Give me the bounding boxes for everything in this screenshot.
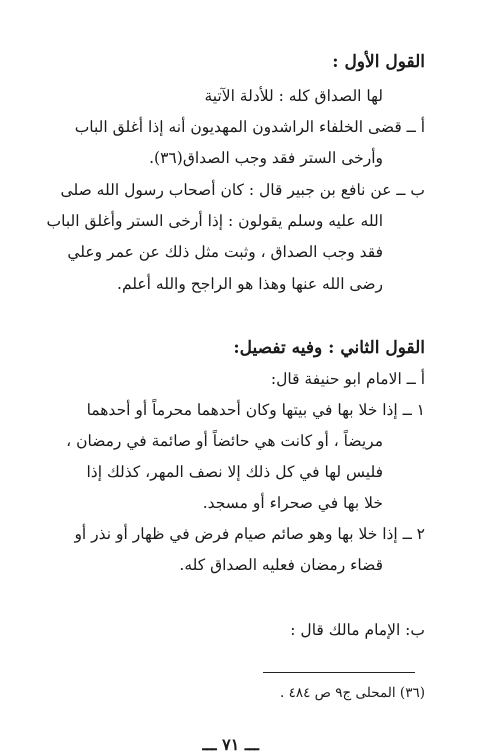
item-2-line-1: ٢ ــ إذا خلا بها وهو صائم صيام فرض في ظهار أو نذر أو <box>74 525 425 543</box>
item-1-line-3: فليس لها في كل ذلك إلا نصف المهر، كذلك إذا <box>86 463 383 481</box>
item-a-line-1: أ ــ قضى الخلفاء الراشدون المهديون أنه إذا أغلق الباب <box>74 118 425 136</box>
item-b-line-2: الله عليه وسلم يقولون : إذا أرخى الستر وأغلق الباب <box>46 212 383 230</box>
section2-sub-b: ب: الإمام مالك قال : <box>290 621 425 639</box>
item-1-line-4: خلا بها في صحراء أو مسجد. <box>202 494 383 512</box>
item-2-line-2: قضاء رمضان فعليه الصداق كله. <box>179 556 383 574</box>
item-1-line-2: مريضاً ، أو كانت هي حائضاً أو صائمة في رمضان ، <box>66 432 383 450</box>
footnote-36: (٣٦) المحلى ج٩ ص ٤٨٤ . <box>280 685 425 701</box>
item-a-line-2: وأرخى الستر فقد وجب الصداق(٣٦). <box>149 149 383 167</box>
section2-heading: القول الثاني : وفيه تفصيل: <box>233 338 425 358</box>
item-b-line-3: فقد وجب الصداق ، وثبت مثل ذلك عن عمر وعلي <box>67 243 383 261</box>
item-b-line-1: ب ــ عن نافع بن جبير قال : كان أصحاب رسول الله صلى <box>60 181 425 199</box>
item-1-line-1: ١ ــ إذا خلا بها في بيتها وكان أحدهما محرماً أو أحدهما <box>86 401 425 419</box>
item-b-line-4: رضى الله عنها وهذا هو الراجح والله أعلم. <box>117 275 383 293</box>
section1-intro: لها الصداق كله : للأدلة الآتية <box>204 87 383 105</box>
section1-heading: القول الأول : <box>332 52 425 72</box>
footnote-rule <box>263 672 415 673</box>
section2-sub-a: أ ــ الامام ابو حنيفة قال: <box>270 370 425 388</box>
page-number: ـــ ٧١ ـــ <box>202 735 259 754</box>
